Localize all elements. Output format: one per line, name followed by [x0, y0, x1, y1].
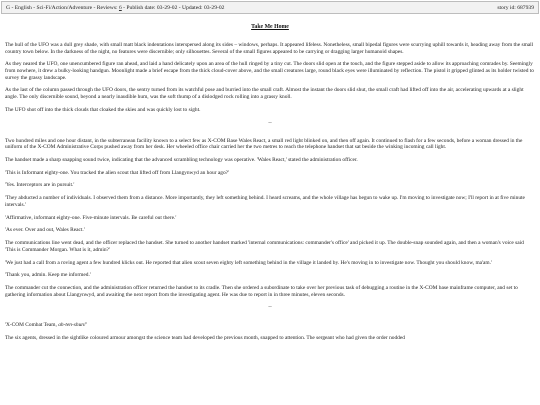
story-paragraph: The UFO shot off into the thick clouds that cloaked the skies and was quickly lost to sight. — [5, 106, 201, 113]
story-paragraph: The handset made a sharp snapping sound twice, indicating that the advanced scrambling technology was operative. 'Wales React,' stated the administration officer. — [5, 156, 358, 163]
story-paragraph: As the last of the column passed through the UFO doors, the sentry turned from its watchful pose and burried into the small craft. Almost the instant the doors slid shut, the small craft had lifted off into the air, accelerating upwards at a slight angle. The only discernible sound, beyond a nearly inaudible hum, was the soft thump of a dislodged rock rolling into a grassy knoll. — [5, 87, 524, 100]
story-paragraph: The hull of the UFO was a dull grey shade, with small matt black indentations interspersed along its sides – windows, perhaps. It appeared lifeless. Nonetheless, small bipedal figures were scurrying uphill towards it, heading away from the small country town below. In the darkness of the night, no features were discernible; only silhouettes. Several of the small figures appeared to be carrying or dragging larger humanoid shapes. — [5, 42, 534, 55]
story-paragraph: 'As ever. Over and out, Wales React.' — [5, 227, 85, 234]
story-meta-bar — [1, 1, 539, 14]
scene-divider: -- — [268, 304, 272, 311]
story-paragraph: 'Affirmative, informant eighty-one. Five-minute intervals. Be careful out there.' — [5, 214, 177, 221]
dialogue-lead: 'X-COM Combat Team, — [5, 322, 59, 329]
story-paragraph: 'This is Informant eighty-one. You tracked the alien scout that lifted off from Llangynwyd an hour ago?' — [5, 169, 230, 176]
story-paragraph: 'They abducted a number of individuals. I observed them from a distance. More importantly, they left something behind. I heard screams, and the whole village has begun to wake up. I'm moving to investigate now; I'll report in at five minute intervals.' — [5, 195, 525, 208]
story-meta-left — [6, 2, 224, 13]
story-paragraph — [5, 322, 535, 329]
story-paragraph: 'Thank you, admin. Keep me informed.' — [5, 272, 91, 279]
scene-divider: -- — [268, 119, 272, 126]
story-paragraph: 'Yes. Interceptors are in pursuit.' — [5, 182, 75, 189]
dialogue-emphasis: ah-ten-shun! — [58, 322, 86, 329]
story-text — [0, 24, 540, 342]
chapter-title: Take Me Home — [251, 24, 289, 30]
story-paragraph: The communications line went dead, and the officer replaced the handset. She turned to another handset marked 'internal communications: commander's office' and picked it up. The double-snap sounded again, and then a woman's voice said 'This is Commander Morgan. What is it, admin?' — [5, 240, 524, 253]
story-paragraph: 'We just had a call from a roving agent a few hundred klicks out. He reported that alien scout seven eighty left something behind in the village it landed by. He's moving in to investigate now. Thought you should know, ma'am.' — [5, 259, 492, 266]
story-category-info: G - English - Sci-Fi/Action/Adventure - Reviews: — [6, 5, 118, 11]
story-paragraph: The commander cut the connection, and the administration officer returned the handset to its cradle. Then she ordered a subordinate to take over her previous task of debugging a routine in the X-COM base mainframe computer, and set to gathering information about Llangynwyd, and awaiting the next report from the investigating agent. He was due to report in in three minutes, eleven seconds. — [5, 285, 518, 298]
story-id: story id: 687939 — [497, 5, 534, 11]
story-paragraph: The six agents, dressed in the sightlike coloured armour amongst the science team had developed the previous month, snapped to attention. The sergeant who had given the order nodded — [5, 335, 405, 342]
reviews-link[interactable]: 6 — [118, 5, 122, 11]
dialogue-tail: ' — [85, 322, 87, 329]
story-paragraph: Two hundred miles and one hour distant, in the subterranean facility known to a select few as X-COM Base Wales React, a small red light blinked on, and then off again. It continued to flash for a few seconds, before a woman dressed in the uniform of the X-COM Administrative Corps pushed away from her desk. Her wheeled office chair carried her the two metres to reach the telephone handset that sat beside the winking incoming call light. — [5, 137, 523, 151]
story-dates: - Publish date: 03-29-02 - Updated: 03-29-02 — [123, 5, 225, 11]
story-paragraph: As they neared the UFO, one unencumbered figure ran ahead, and laid a hand delicately upon an area of the hull ringed by a tiny cut. The doors slid open at the touch, and the figure stepped aside to allow its approaching comrades by. Seemingly from nowhere, it drew a bulky-looking handgun. Moonlight made a brief escape from the thick cloud-cover above, and the small creatures large, round black eyes were illuminated by reflection. The pistol it gripped glinted as its holder twisted to survey the grassy landscape. — [5, 61, 534, 81]
